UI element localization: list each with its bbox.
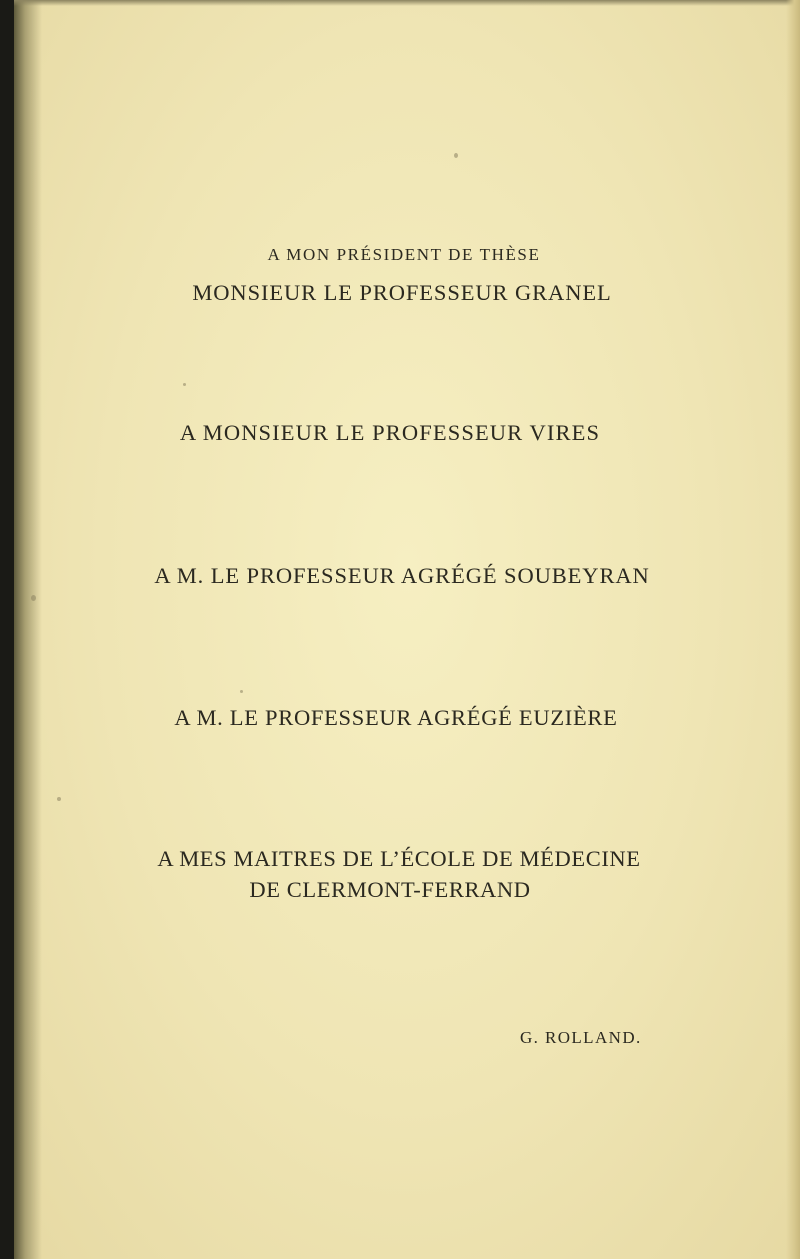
paper-speck: [31, 595, 36, 601]
author-signature: G. ROLLAND.: [520, 1028, 642, 1047]
dedication-maitres-line-2: DE CLERMONT-FERRAND: [249, 877, 531, 902]
thesis-president-heading: A MON PRÉSIDENT DE THÈSE: [267, 245, 541, 264]
page-right-edge: [786, 0, 800, 1259]
dedication-euziere: A M. LE PROFESSEUR AGRÉGÉ EUZIÈRE: [174, 705, 618, 730]
paper-speck: [183, 383, 186, 386]
paper-speck: [454, 153, 458, 158]
top-edge-shadow: [14, 0, 800, 6]
book-page: [14, 0, 800, 1259]
paper-speck: [57, 797, 61, 801]
dedication-soubeyran: A M. LE PROFESSEUR AGRÉGÉ SOUBEYRAN: [154, 563, 650, 588]
dedication-vires: A MONSIEUR LE PROFESSEUR VIRES: [179, 420, 601, 445]
paper-speck: [240, 690, 243, 693]
binding-shadow: [14, 0, 42, 1259]
dedication-granel: MONSIEUR LE PROFESSEUR GRANEL: [192, 280, 612, 305]
dedication-maitres-line-1: A MES MAITRES DE L’ÉCOLE DE MÉDECINE: [157, 846, 641, 871]
